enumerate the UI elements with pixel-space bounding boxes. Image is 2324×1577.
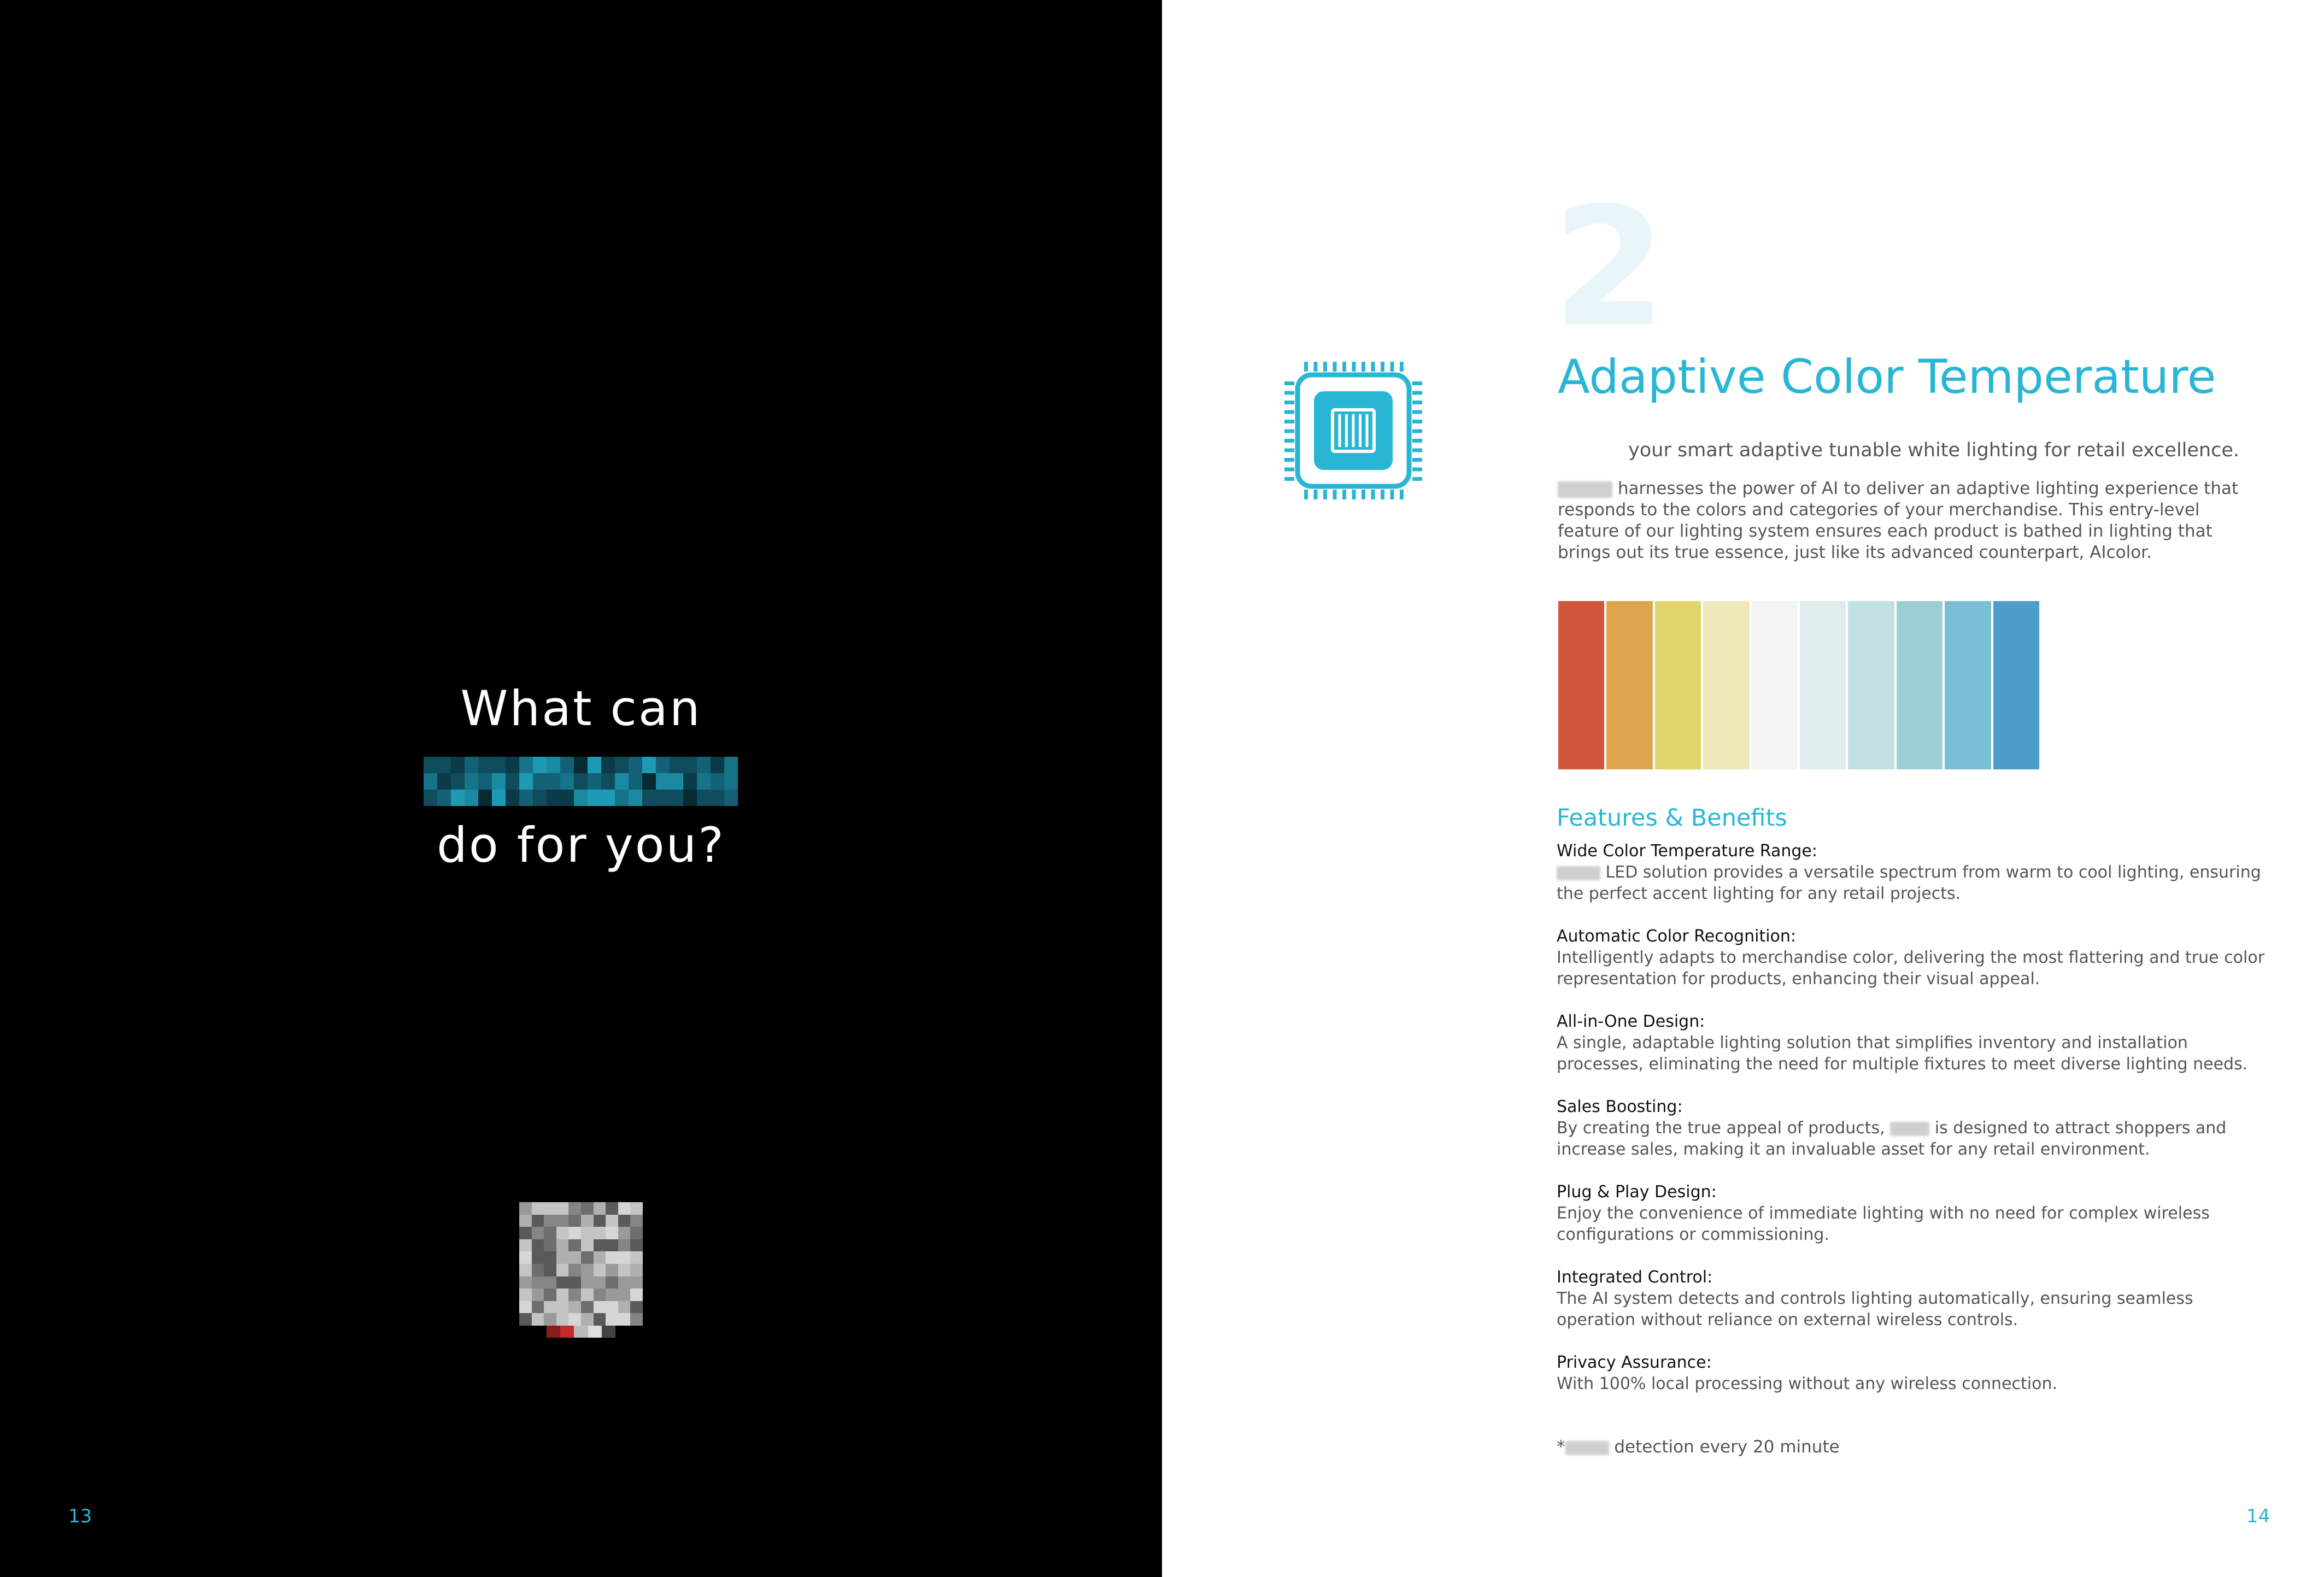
chip-icon — [1283, 361, 1423, 501]
feature-title: Privacy Assurance: — [1557, 1353, 1712, 1372]
color-swatch-4 — [1703, 601, 1751, 769]
feature-item — [1557, 840, 2267, 904]
color-swatch-5 — [1752, 601, 1800, 769]
page-number-left: 13 — [68, 1505, 92, 1527]
page-number-right: 14 — [2246, 1505, 2270, 1527]
color-swatch-6 — [1800, 601, 1848, 769]
redacted-name — [1558, 443, 1622, 459]
body-paragraph — [1558, 478, 2252, 563]
features-heading: Features & Benefits — [1557, 804, 1787, 832]
section-title: Adaptive Color Temperature — [1558, 350, 2216, 404]
color-swatch-3 — [1655, 601, 1703, 769]
feature-title: Automatic Color Recognition: — [1557, 927, 1797, 946]
feature-description-text: LED solution provides a versatile spectrum from warm to cool lighting, ensuring the perfect accent lighting for any retail projects. — [1557, 863, 2261, 903]
feature-title: Sales Boosting: — [1557, 1097, 1683, 1116]
chapter-number: 2 — [1552, 172, 1666, 363]
feature-description: With 100% local processing without any wireless connection. — [1557, 1374, 2058, 1393]
features-list — [1557, 840, 2267, 1416]
feature-title: Plug & Play Design: — [1557, 1182, 1717, 1202]
color-swatch-8 — [1897, 601, 1945, 769]
intro-line — [1558, 439, 2279, 461]
footnote-asterisk: * — [1557, 1437, 1565, 1457]
feature-item — [1557, 1267, 2267, 1331]
feature-item — [1557, 1181, 2267, 1245]
intro-text: your smart adaptive tunable white lighting for retail excellence. — [1628, 439, 2240, 461]
pixelated-product-name — [424, 757, 738, 806]
redacted-name — [1565, 1441, 1609, 1455]
feature-description-text: is designed to attract shoppers and increase sales, making it an invaluable asset for any retail environment. — [1557, 1119, 2227, 1159]
body-text: harnesses the power of AI to deliver an adaptive lighting experience that responds to the colors and categories of your merchandise. This entry-level feature of our lighting system ensures each product is bathed in lighting that brings out its true essence, just like its advanced counterpart, AIcolor. — [1558, 479, 2239, 562]
question-line-3: do for you? — [436, 817, 726, 873]
question-line-1: What can — [460, 680, 702, 737]
feature-description — [1557, 862, 2267, 904]
qr-code — [519, 1202, 643, 1339]
color-swatch-2 — [1606, 601, 1654, 769]
feature-item — [1557, 1352, 2267, 1394]
feature-item — [1557, 1011, 2267, 1075]
color-swatch-10 — [1993, 601, 2039, 769]
redacted-name — [1557, 866, 1600, 880]
feature-description: The AI system detects and controls lighting automatically, ensuring seamless operation without reliance on external wireless controls. — [1557, 1289, 2193, 1329]
feature-item — [1557, 1096, 2267, 1160]
redacted-name — [1890, 1122, 1929, 1136]
feature-description: A single, adaptable lighting solution that simplifies inventory and installation processes, eliminating the need for multiple fixtures to meet diverse lighting needs. — [1557, 1033, 2248, 1074]
redacted-name — [1558, 481, 1612, 498]
footnote-text: detection every 20 minute — [1614, 1437, 1840, 1457]
feature-title: Wide Color Temperature Range: — [1557, 842, 1817, 861]
feature-item — [1557, 926, 2267, 990]
feature-title: All-in-One Design: — [1557, 1012, 1705, 1031]
feature-description: Enjoy the convenience of immediate lighting with no need for complex wireless configurations or commissioning. — [1557, 1204, 2210, 1244]
color-swatch-9 — [1945, 601, 1993, 769]
qr-code-strip — [547, 1326, 615, 1338]
qr-code-pixels — [519, 1202, 643, 1326]
color-swatch-7 — [1848, 601, 1896, 769]
color-swatch-1 — [1558, 601, 1606, 769]
footnote — [1557, 1437, 1840, 1457]
feature-title: Integrated Control: — [1557, 1268, 1713, 1287]
feature-description-text: By creating the true appeal of products, — [1557, 1119, 1885, 1138]
feature-description: Intelligently adapts to merchandise color, delivering the most flattering and true color representation for products, enhancing their visual appeal. — [1557, 948, 2265, 988]
feature-description — [1557, 1117, 2267, 1160]
color-temperature-swatches — [1558, 601, 2039, 769]
